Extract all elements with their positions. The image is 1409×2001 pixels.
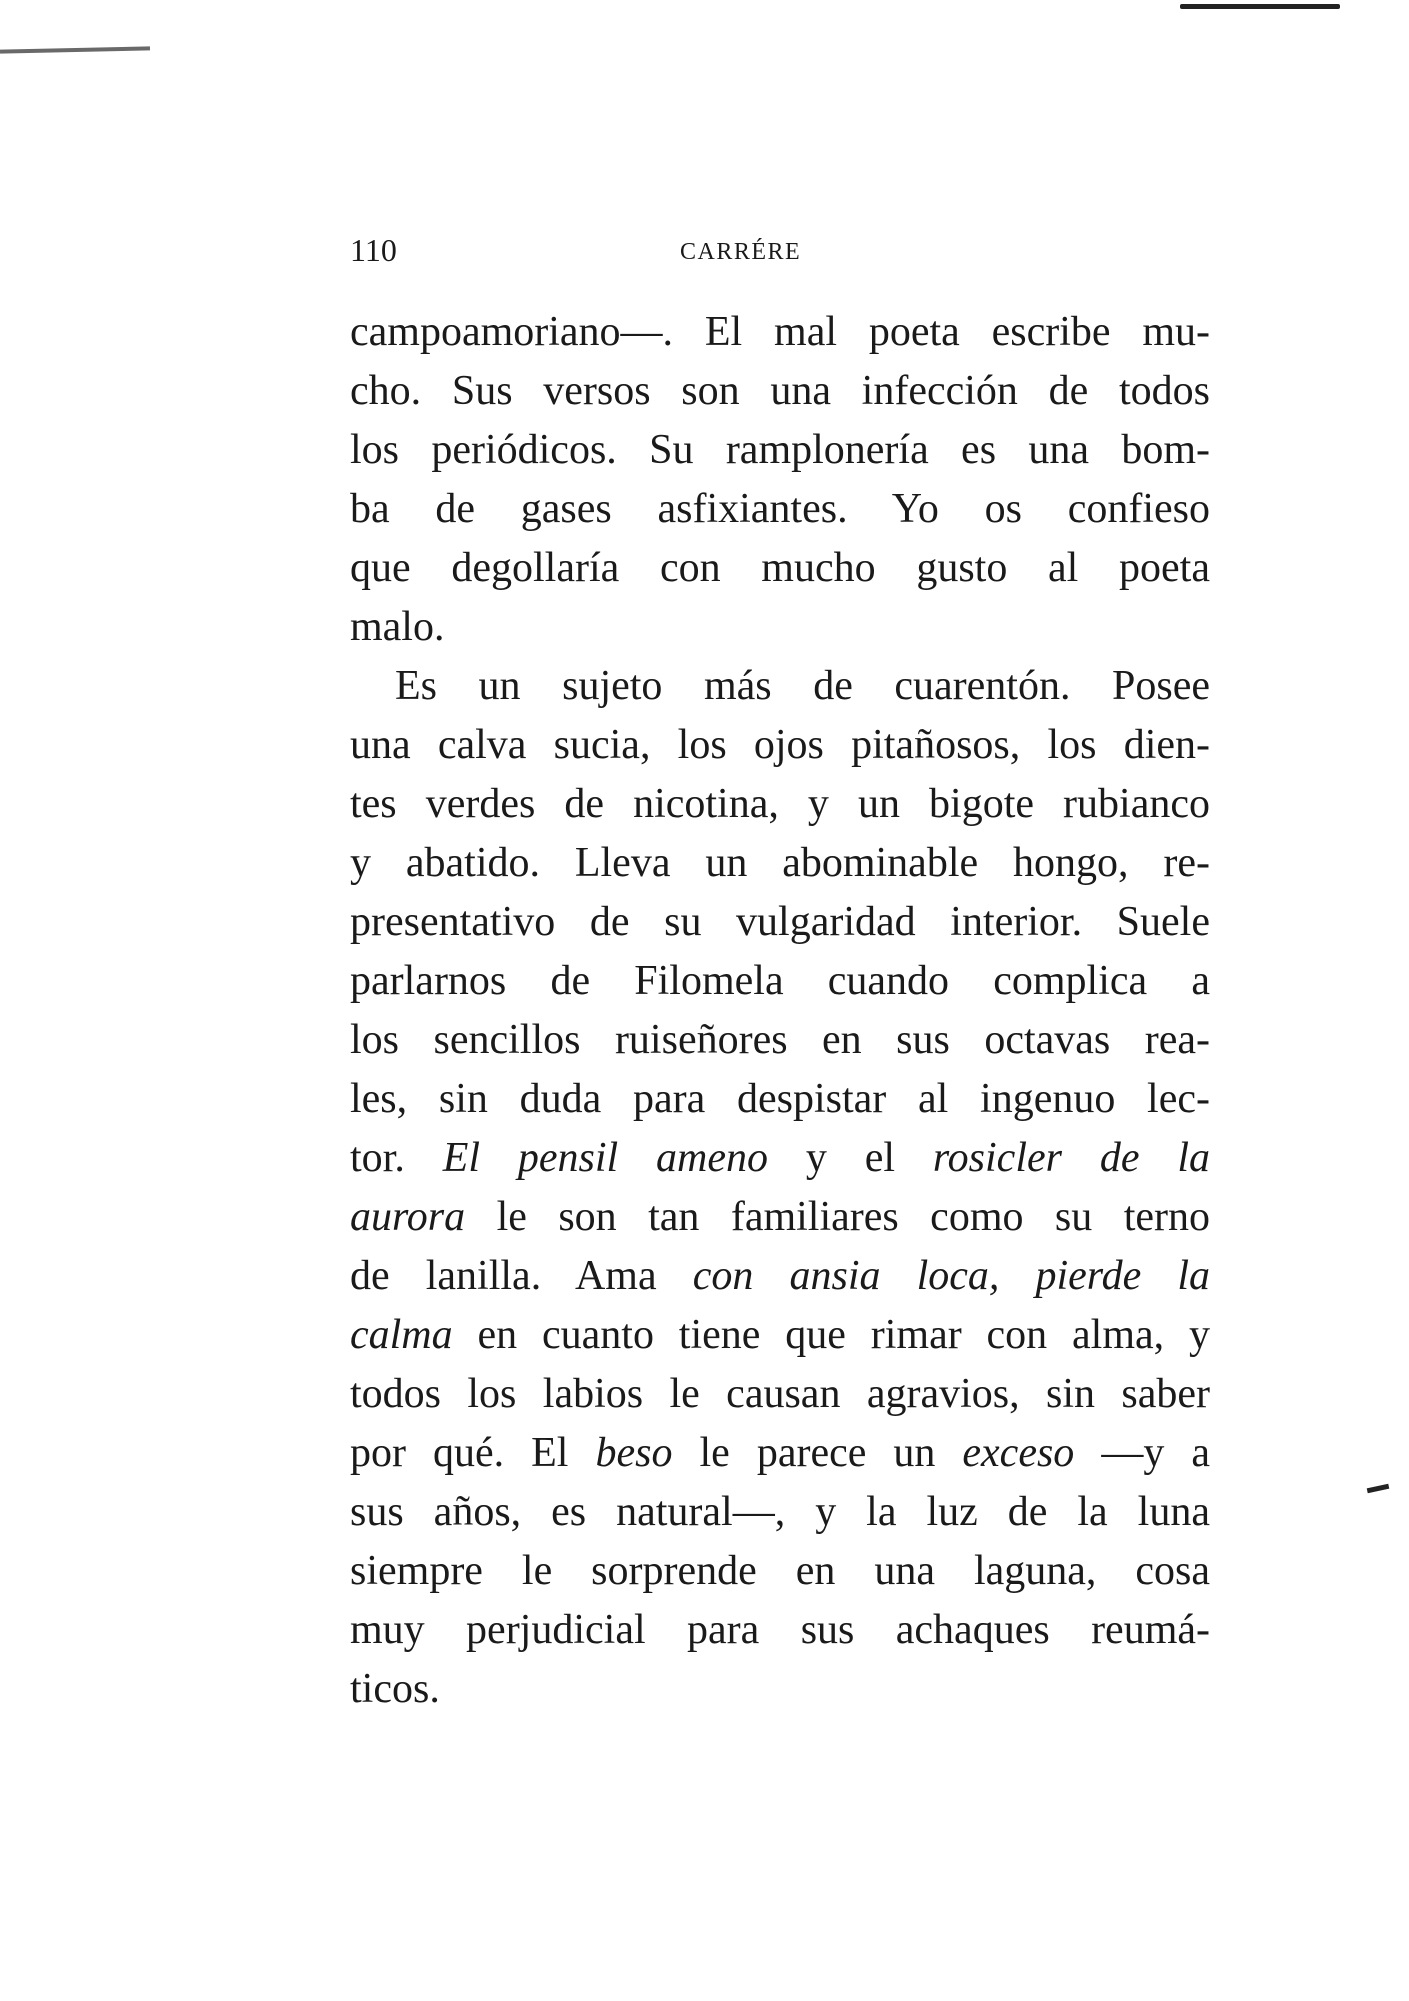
text-segment: cho. Sus versos son una infección de todos (350, 368, 1210, 414)
text-line (350, 480, 1210, 539)
text-line (350, 716, 1210, 775)
text-line (350, 1129, 1210, 1188)
italic-phrase: aurora (350, 1194, 466, 1240)
text-segment: ba de gases asfixiantes. Yo os confieso (350, 486, 1210, 532)
text-segment: todos los labios le causan agravios, sin saber (350, 1371, 1210, 1417)
text-segment: ticos. (350, 1666, 440, 1712)
running-head (350, 228, 1210, 272)
text-line (350, 1247, 1210, 1306)
text-segment: que degollaría con mucho gusto al poeta (350, 545, 1210, 591)
text-segment: tor. (350, 1135, 443, 1181)
italic-phrase: El pensil ameno (442, 1135, 769, 1181)
text-segment: sus años, es natural—, y la luz de la luna (350, 1489, 1210, 1535)
text-line (350, 1070, 1210, 1129)
text-segment: les, sin duda para despistar al ingenuo lec- (350, 1076, 1210, 1122)
text-line (350, 1188, 1210, 1247)
scan-mark (0, 46, 150, 53)
text-line (350, 1601, 1210, 1660)
text-segment: —y a (1074, 1430, 1210, 1476)
text-segment: en cuanto tiene que rimar con alma, y (452, 1312, 1210, 1358)
text-segment: y el (768, 1135, 933, 1181)
text-segment: presentativo de su vulgaridad interior. Suele (350, 899, 1210, 945)
text-segment: los sencillos ruiseñores en sus octavas rea- (350, 1017, 1210, 1063)
page-number: 110 (350, 232, 397, 268)
text-line (350, 539, 1210, 598)
text-line (350, 1011, 1210, 1070)
text-line (350, 598, 1210, 657)
text-line (350, 775, 1210, 834)
text-line (350, 1483, 1210, 1542)
text-line (350, 834, 1210, 893)
text-line (350, 1306, 1210, 1365)
text-segment: parlarnos de Filomela cuando complica a (350, 958, 1210, 1004)
text-segment: tes verdes de nicotina, y un bigote rubianco (350, 781, 1210, 827)
text-segment: le parece un (672, 1430, 963, 1476)
text-segment: Es un sujeto más de cuarentón. Posee (395, 663, 1210, 709)
text-line (350, 893, 1210, 952)
text-segment: campoamoriano—. El mal poeta escribe mu- (350, 309, 1210, 355)
text-segment: una calva sucia, los ojos pitañosos, los dien- (350, 722, 1210, 768)
italic-phrase: calma (350, 1312, 453, 1358)
text-segment: y abatido. Lleva un abominable hongo, re- (350, 840, 1210, 886)
text-segment: por qué. El (350, 1430, 596, 1476)
text-segment: siempre le sorprende en una laguna, cosa (350, 1548, 1210, 1594)
text-line (350, 1660, 1210, 1719)
text-line (350, 303, 1210, 362)
text-line (350, 1542, 1210, 1601)
text-segment: malo. (350, 604, 445, 650)
text-line (350, 421, 1210, 480)
body-text (350, 303, 1210, 1719)
text-line (350, 657, 1210, 716)
text-segment: de lanilla. Ama (350, 1253, 693, 1299)
italic-phrase: exceso (962, 1430, 1075, 1476)
text-segment: muy perjudicial para sus achaques reumá- (350, 1607, 1210, 1653)
italic-phrase: con ansia loca, pierde la (692, 1253, 1211, 1299)
scan-mark (1180, 4, 1340, 9)
italic-phrase: beso (595, 1430, 673, 1476)
text-segment: los periódicos. Su ramplonería es una bom- (350, 427, 1210, 473)
text-line (350, 362, 1210, 421)
text-segment: le son tan familiares como su terno (465, 1194, 1210, 1240)
scan-mark (1367, 1484, 1390, 1493)
text-line (350, 1424, 1210, 1483)
text-line (350, 952, 1210, 1011)
italic-phrase: rosicler de la (932, 1135, 1210, 1181)
text-line (350, 1365, 1210, 1424)
running-title: CARRÉRE (680, 239, 802, 265)
